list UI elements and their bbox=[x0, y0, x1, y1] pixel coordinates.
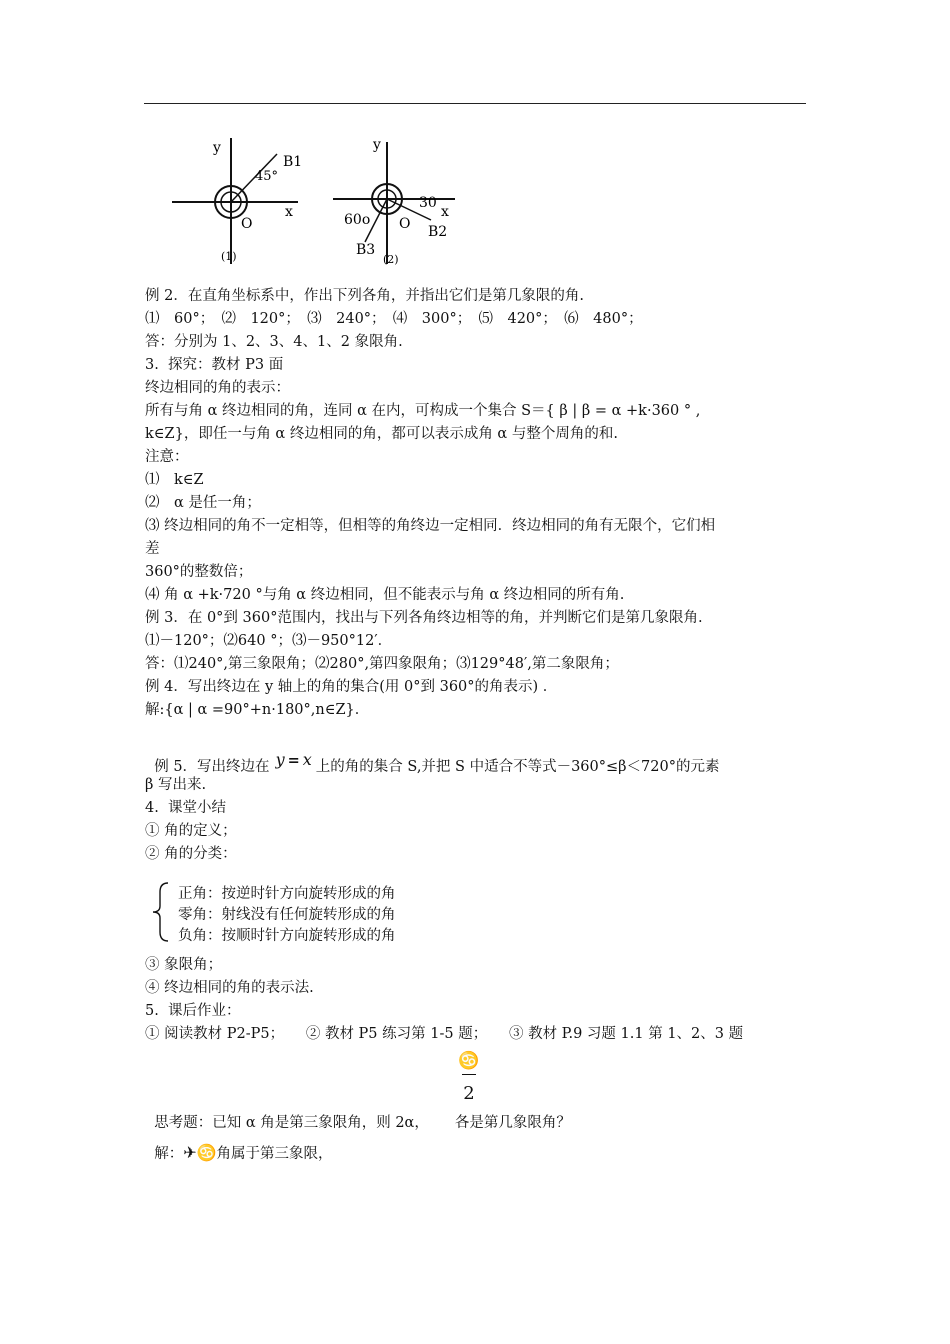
note-3-cont: 差 bbox=[145, 541, 160, 557]
fig2-b2-label: B2 bbox=[428, 224, 448, 240]
example-3-items: ⑴－120°；⑵640 °；⑶－950°12′． bbox=[145, 633, 393, 649]
figure-1-angle-diagram bbox=[165, 130, 315, 270]
note-2: ⑵ α 是任一角； bbox=[145, 495, 261, 511]
fig1-angle-label: 45° bbox=[255, 169, 279, 184]
solution-label: 解： bbox=[154, 1146, 184, 1162]
summary-3: ③ 象限角； bbox=[145, 957, 223, 973]
example-2-title: 例 2．在直角坐标系中，作出下列各角，并指出它们是第几象限的角. bbox=[145, 288, 584, 304]
example-5-cont: β 写出来. bbox=[145, 777, 207, 793]
summary-2: ② 角的分类： bbox=[145, 846, 237, 862]
coterminal-definition-2: k∈Z}，即任一与角 α 终边相同的角，都可以表示成角 α 与整个周角的和. bbox=[145, 426, 618, 442]
fraction-bar bbox=[462, 1074, 476, 1075]
figure-2-angle-diagram bbox=[325, 130, 465, 270]
fig2-caption: (2) bbox=[383, 253, 399, 266]
fig1-origin-label: O bbox=[241, 216, 253, 232]
fig2-angle60-label: 60o bbox=[344, 212, 371, 228]
fig1-x-label: x bbox=[285, 204, 293, 220]
positive-angle-item: 正角：按逆时针方向旋转形成的角 bbox=[178, 886, 396, 902]
solution-symbols: ✈♋ bbox=[183, 1143, 217, 1162]
notes-heading: 注意： bbox=[145, 449, 189, 465]
fig2-angle30-label: 30 bbox=[419, 195, 437, 211]
thinking-question-text-a: 思考题：已知 α 角是第三象限角，则 2α， bbox=[154, 1115, 429, 1131]
zero-angle-item: 零角：射线没有任何旋转形成的角 bbox=[178, 907, 396, 923]
equation-eq-symbol: = bbox=[287, 752, 300, 769]
solution-text: 角属于第三象限， bbox=[216, 1146, 333, 1162]
equation-x: x bbox=[302, 750, 312, 769]
fig2-x-label: x bbox=[441, 204, 449, 220]
coterminal-definition-1: 所有与角 α 终边相同的角，连同 α 在内，可构成一个集合 S＝{ β | β = α +k·360 ° , bbox=[145, 403, 701, 419]
example-2-answer: 答：分别为 1、2、3、4、1、2 象限角. bbox=[145, 334, 403, 350]
fraction-denominator: 2 bbox=[463, 1083, 475, 1104]
fig1-y-label: y bbox=[213, 140, 221, 156]
header-rule bbox=[144, 103, 806, 104]
example-5-line bbox=[145, 736, 719, 777]
example-3-title: 例 3．在 0°到 360°范围内，找出与下列各角终边相等的角，并判断它们是第几象限角. bbox=[145, 610, 703, 626]
homework-items: ① 阅读教材 P2-P5； ② 教材 P5 练习第 1-5 题； ③ 教材 P.9 习题 1.1 第 1、2、3 题 bbox=[145, 1026, 744, 1042]
note-1: ⑴ k∈Z bbox=[145, 472, 204, 488]
summary-1: ① 角的定义； bbox=[145, 823, 237, 839]
example-3-answer: 答：⑴240°,第三象限角；⑵280°,第四象限角；⑶129°48′,第二象限角； bbox=[145, 656, 619, 672]
fig1-b1-label: B1 bbox=[283, 154, 303, 170]
fraction-numerator: ♋ bbox=[458, 1051, 480, 1071]
summary-4: ④ 终边相同的角的表示法. bbox=[145, 980, 314, 996]
curly-brace-icon bbox=[148, 880, 172, 944]
negative-angle-item: 负角：按顺时针方向旋转形成的角 bbox=[178, 928, 396, 944]
note-3-cont-2: 360°的整数倍； bbox=[145, 564, 253, 580]
solution-line bbox=[145, 1123, 333, 1164]
equation-y: y bbox=[275, 750, 285, 769]
example-2-items: ⑴ 60°； ⑵ 120°； ⑶ 240°； ⑷ 300°； ⑸ 420°； ⑹ 480°； bbox=[145, 311, 643, 327]
example-5-text-b: 上的角的集合 S,并把 S 中适合不等式－360°≤β＜720°的元素 bbox=[315, 759, 720, 775]
fig2-y-label: y bbox=[373, 137, 381, 153]
note-4: ⑷ 角 α +k·720 °与角 α 终边相同，但不能表示与角 α 终边相同的所有角. bbox=[145, 587, 625, 603]
thinking-question-text-b: 各是第几象限角？ bbox=[454, 1115, 571, 1131]
fig2-origin-label: O bbox=[399, 216, 411, 232]
fig1-caption: (1) bbox=[221, 250, 237, 263]
note-3: ⑶ 终边相同的角不一定相等，但相等的角终边一定相同．终边相同的角有无限个，它们相 bbox=[145, 518, 716, 534]
section-4-heading: 4. 课堂小结 bbox=[145, 800, 227, 816]
section-3-heading: 3. 探究：教材 P3 面 bbox=[145, 357, 284, 373]
fig2-b3-label: B3 bbox=[356, 242, 376, 258]
example-4-title: 例 4．写出终边在 y 轴上的角的集合(用 0°到 360°的角表示) ． bbox=[145, 679, 558, 695]
example-5-text-a: 例 5．写出终边在 bbox=[154, 759, 270, 775]
example-4-solution: 解:{α | α =90°+n·180°,n∈Z}． bbox=[145, 702, 370, 718]
coterminal-heading: 终边相同的角的表示： bbox=[145, 380, 290, 396]
section-5-heading: 5. 课后作业： bbox=[145, 1003, 241, 1019]
